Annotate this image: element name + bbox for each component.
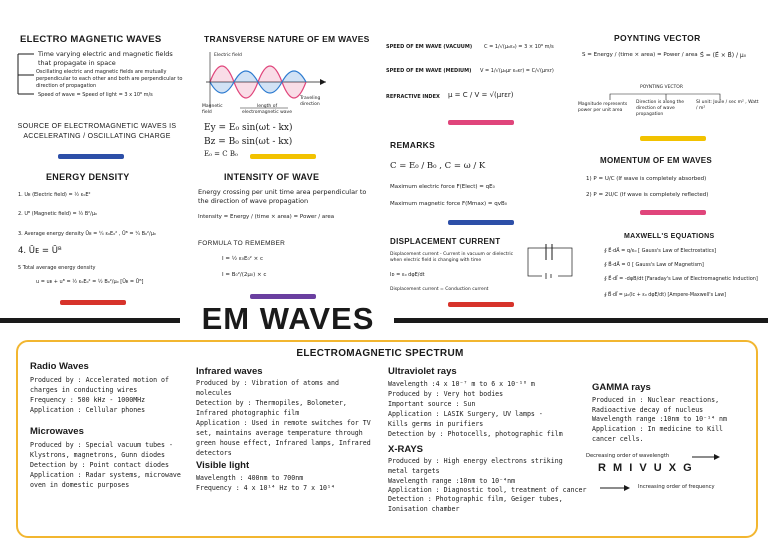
micro-title: Microwaves (30, 426, 84, 437)
poynting-eq-1: S = Energy / (time × area) = Power / area (582, 52, 698, 58)
emw-item-1: Time varying electric and magnetic fields that propagate in space (38, 50, 173, 67)
poynting-mid: Direction is along the direction of wave propagation (636, 100, 685, 117)
speed-divider (448, 120, 514, 125)
infrared-line-1: Produced by : Vibration of atoms and molecules (196, 379, 339, 397)
speed-medium-label: SPEED OF EM WAVE (MEDIUM) (386, 68, 472, 74)
remarks-eq: C = E₀ / B₀ , C = ω / K (390, 161, 486, 171)
xray-line-3: Application : Diagnostic tool, treatment of cancer (388, 486, 587, 494)
intensity-divider (250, 294, 316, 299)
xray-line-1: Produced by : High energy electrons striking metal targets (388, 457, 563, 475)
refr-eq: μ = C / V = √(μrεr) (448, 91, 514, 99)
infrared-line-2: Detection by : Thermopiles, Bolometer, Infrared photographic film (196, 399, 347, 417)
order-decreasing: Decreasing order of wavelength (586, 453, 670, 459)
banner-line-left (0, 318, 180, 323)
energy-line-1: 1. Uᴇ (Electric field) = ½ ε₀E² (18, 192, 91, 198)
transverse-eq-1: Ey = E₀ sin(ωt - kx) (204, 123, 293, 133)
uv-line-3: Important source : Sun (388, 400, 476, 408)
momentum-divider (640, 210, 706, 215)
emw-divider (58, 154, 124, 159)
wave-label-electric: Electric field (214, 53, 242, 58)
formula-title: FORMULA TO REMEMBER (198, 240, 286, 247)
displacement-line-1: Displacement current - Current in vacuum or dielectric when electric field is changing with time (390, 252, 514, 263)
radio-line-1: Produced by : Accelerated motion of charges in conducting wires (30, 376, 169, 394)
gamma-line-2: Wavelength range :10nm to 10⁻¹⁴ nm (592, 415, 727, 423)
transverse-eq-3: E₀ = C B₀ (204, 150, 238, 158)
xray-line-2: Wavelength range :10nm to 10⁻⁴nm (388, 477, 516, 485)
intensity-title: INTENSITY OF WAVE (224, 172, 320, 182)
visible-line-2: Frequency : 4 x 10¹⁴ Hz to 7 x 10¹⁴ (196, 484, 335, 492)
bracket-lines (4, 50, 38, 100)
remarks-title: REMARKS (390, 140, 436, 150)
spectrum-title: ELECTROMAGNETIC SPECTRUM (296, 348, 464, 359)
radio-line-2: Frequency : 500 kHz - 1000MHz (30, 396, 146, 404)
arrow-right-icon-top (692, 453, 720, 461)
maxwell-line-1: ∮ E⃗·dA⃗ = q/ε₀ [ Gauss's Law of Electrostatics] (604, 248, 717, 254)
energy-line-3: 3. Average energy density Ūᴇ = ¼ ε₀E₀² , Ūᴮ = ¼ B₀²/μ₀ (18, 231, 156, 237)
emw-item-3: Speed of wave = Speed of light = 3 x 10⁸ m/s (38, 92, 153, 98)
infrared-title: Infrared waves (196, 366, 263, 377)
micro-line-3: Application : Radar systems, microwave oven in domestic purposes (30, 471, 181, 489)
displacement-title: DISPLACEMENT CURRENT (390, 237, 501, 246)
uv-line-1: Wavelength :4 x 10⁻⁷ m to 6 x 10⁻¹⁰ m (388, 380, 535, 388)
remarks-divider (448, 220, 514, 225)
gamma-line-1: Produced in : Nuclear reactions, Radioactive decay of nucleus (592, 396, 720, 414)
poynting-eq-2: S⃗ = (E⃗ × B⃗) / μ₀ (700, 52, 747, 59)
energy-title: ENERGY DENSITY (46, 172, 130, 182)
wave-label-magnetic: Magnetic field (202, 104, 223, 115)
transverse-eq-2: Bz = B₀ sin(ωt - kx) (204, 137, 293, 147)
displacement-divider (448, 302, 514, 307)
momentum-line-1: 1) P = U/C (If wave is completely absorbed) (586, 176, 707, 182)
maxwell-line-4: ∮ B⃗·dl⃗ = μ₀(Iᴄ + ε₀ dφE/dt) [Ampere-Maxwell's Law] (604, 293, 727, 298)
intensity-desc: Energy crossing per unit time area perpendicular to the direction of wave propagation (198, 188, 367, 205)
poynting-right: SI unit: Joule / sec m² , Watt / m² (696, 100, 759, 111)
emw-source: SOURCE OF ELECTROMAGNETIC WAVES IS ACCELERATING / OSCILLATING CHARGE (17, 123, 177, 140)
capacitor-circuit-diagram (520, 240, 580, 284)
emw-title: ELECTRO MAGNETIC WAVES (20, 34, 162, 45)
energy-line-5: 5 Total average energy density (18, 265, 96, 271)
displacement-line-2: Iᴅ = ε₀ dφE/dt (390, 272, 425, 278)
micro-line-2: Detection by : Point contact diodes (30, 461, 169, 469)
emw-item-2: Oscillating electric and magnetic fields are mutually perpendicular to each other and both are perpendicular to direction of propagation (36, 69, 183, 89)
radio-title: Radio Waves (30, 361, 89, 372)
transverse-title: TRANSVERSE NATURE OF EM WAVES (204, 34, 370, 44)
poynting-left: Magnitude represents power per unit area (578, 102, 628, 113)
banner-title: EM WAVES (201, 301, 375, 336)
momentum-title: MOMENTUM OF EM WAVES (600, 156, 713, 165)
arrow-right-icon-bottom (600, 484, 630, 492)
xray-title: X-RAYS (388, 444, 424, 455)
energy-line-6: u = uᴇ + uᴮ = ½ ε₀E₀² = ½ B₀²/μ₀ [Ūᴇ = Ūᴮ] (36, 279, 144, 285)
infrared-line-3: Application : Used in remote switches for TV set, maintains average temperature through green house effect, Infrared lamps, Infrared detectors (196, 419, 371, 457)
uv-line-4: Application : LASIK Surgery, UV lamps - Kills germs in purifiers (388, 410, 543, 428)
micro-line-1: Produced by : Special vacuum tubes - Klystrons, magnetrons, Gunn diodes (30, 441, 173, 459)
maxwell-line-2: ∮ B⃗·dA⃗ = 0 [ Gauss's Law of Magnetism] (604, 262, 704, 268)
refr-label: REFRACTIVE INDEX (386, 94, 440, 100)
uv-line-2: Produced by : Very hot bodies (388, 390, 504, 398)
momentum-line-2: 2) P = 2U/C (If wave is completely reflected) (586, 192, 709, 198)
intensity-f2: I = B₀²/(2μ₀) × c (222, 272, 267, 278)
speed-vacuum-eq: C = 1/√(μ₀ε₀) = 3 × 10⁸ m/s (484, 44, 554, 50)
energy-line-2: 2. Uᴮ (Magnetic field) = ½ B²/μ₀ (18, 211, 98, 217)
gamma-line-3: Application : In medicine to Kill cancer cells. (592, 425, 724, 443)
wave-label-length: length of electromagnetic wave (242, 104, 292, 115)
order-letters: R M I V U X G (598, 462, 694, 474)
banner-line-right (394, 318, 768, 323)
poynting-sub: POYNTING VECTOR (640, 85, 683, 90)
gamma-title: GAMMA rays (592, 382, 651, 393)
maxwell-title: MAXWELL'S EQUATIONS (624, 233, 715, 240)
remarks-line-1: Maximum electric force F(Elect) = qE₀ (390, 184, 495, 190)
maxwell-line-3: ∮ E⃗·dl⃗ = -dφB/dt [Faraday's Law of Electromagnetic Induction] (604, 276, 758, 282)
intensity-f1: I = ½ ε₀E₀² × c (222, 256, 263, 262)
displacement-line-3: Displacement current = Conduction current (390, 287, 489, 292)
uv-title: Ultraviolet rays (388, 366, 457, 377)
wave-label-travel: Traveling direction (300, 96, 321, 107)
poynting-divider (640, 136, 706, 141)
visible-line-1: Wavelength : 400nm to 700nm (196, 474, 304, 482)
speed-medium-eq: V = 1/√(μ₀μr ε₀εr) = C/√(μrεr) (480, 68, 554, 74)
intensity-eq: Intensity = Energy / (time × area) = Power / area (198, 214, 335, 220)
radio-line-3: Application : Cellular phones (30, 406, 146, 414)
transverse-divider (250, 154, 316, 159)
energy-line-4: 4. Ūᴇ = Ūᴮ (18, 246, 62, 256)
poynting-title: POYNTING VECTOR (614, 33, 701, 43)
xray-line-4: Detection : Photographic film, Geiger tubes, Ionisation chamber (388, 495, 563, 513)
remarks-line-2: Maximum magnetic force F(Mmax) = qvB₀ (390, 201, 508, 207)
energy-divider (60, 300, 126, 305)
uv-line-5: Detection by : Photocells, photographic film (388, 430, 563, 438)
speed-vacuum-label: SPEED OF EM WAVE (VACUUM) (386, 44, 473, 50)
visible-title: Visible light (196, 460, 250, 471)
order-increasing: Increasing order of frequency (638, 484, 715, 490)
